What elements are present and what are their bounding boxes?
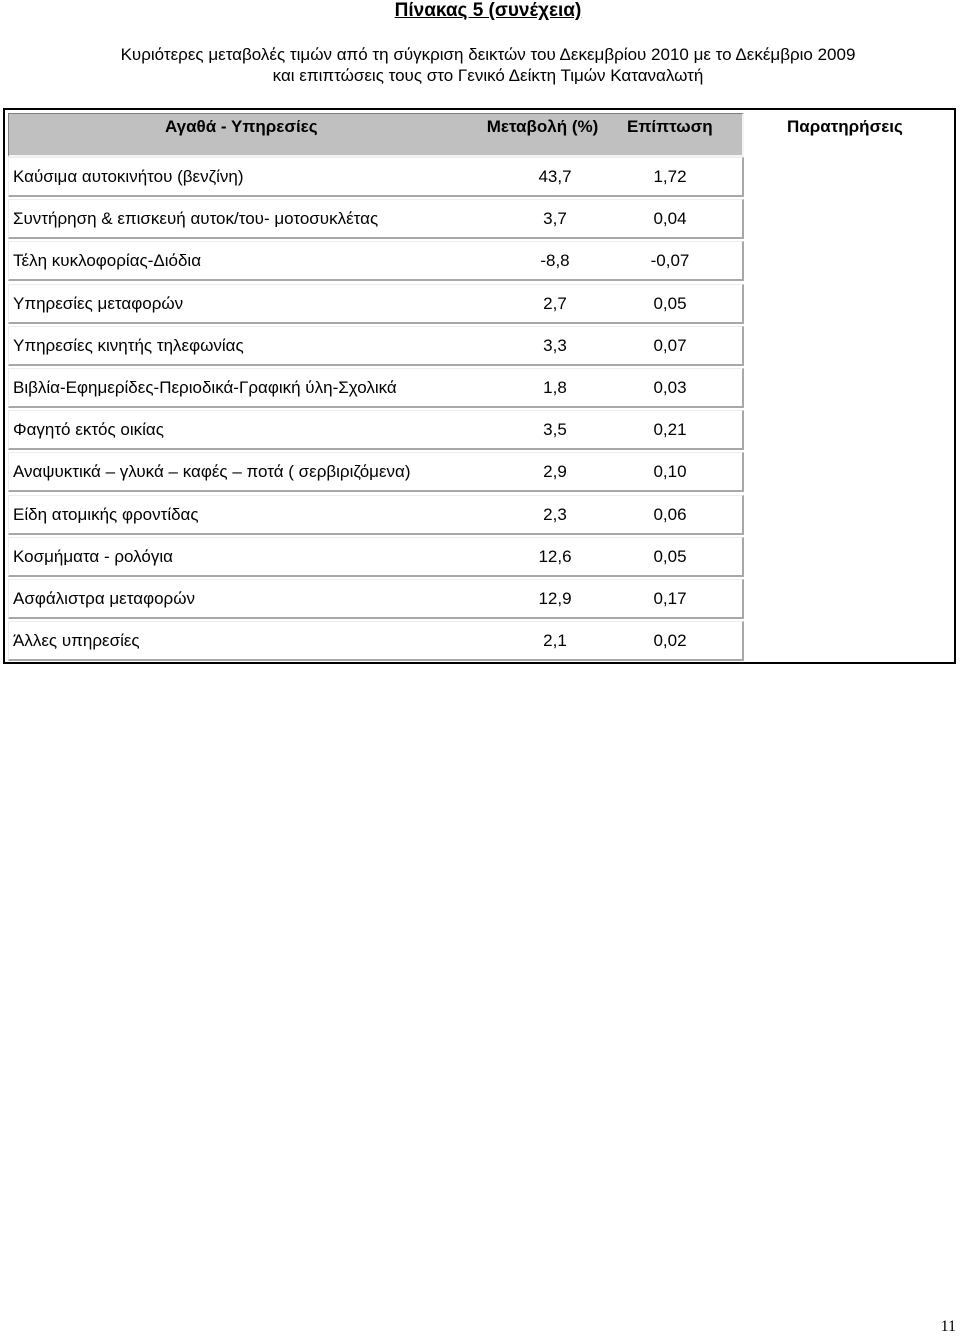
table-row bbox=[5, 368, 954, 410]
row-change-value: 1,8 bbox=[543, 378, 567, 397]
page-number: 11 bbox=[940, 1318, 956, 1335]
row-item-name: Καύσιμα αυτοκινήτου (βενζίνη) bbox=[13, 167, 244, 186]
table-row bbox=[5, 199, 954, 241]
row-impact-value: 0,05 bbox=[653, 293, 687, 313]
row-impact-value: 0,05 bbox=[653, 546, 687, 566]
row-item-name: Υπηρεσίες μεταφορών bbox=[13, 293, 184, 313]
page-title: Πίνακας 5 (συνέχεια) bbox=[394, 0, 582, 21]
row-item-name: Είδη ατομικής φροντίδας bbox=[13, 504, 199, 524]
table-subtitle bbox=[0, 44, 960, 86]
row-impact-value: 0,07 bbox=[653, 335, 687, 355]
row-impact-value: 0,21 bbox=[653, 420, 687, 440]
row-change-value: 2,7 bbox=[543, 293, 567, 313]
row-impact-value: 0,04 bbox=[653, 209, 687, 229]
row-change-value: 12,9 bbox=[538, 589, 572, 608]
table-row bbox=[5, 241, 954, 283]
table-row bbox=[5, 284, 954, 326]
table-row bbox=[5, 157, 954, 199]
table-row bbox=[5, 452, 954, 494]
row-change-value: 2,1 bbox=[543, 631, 567, 651]
subtitle-line-2: και επιπτώσεις τους στο Γενικό Δείκτη Τιμών Καταναλωτή bbox=[272, 66, 704, 85]
row-impact-value: 0,10 bbox=[653, 462, 687, 482]
table-row bbox=[5, 410, 954, 452]
row-impact-value: 0,06 bbox=[653, 504, 687, 524]
table-row bbox=[5, 621, 954, 663]
row-item-name: Άλλες υπηρεσίες bbox=[13, 631, 140, 651]
header-goods-services: Αγαθά - Υπηρεσίες bbox=[165, 117, 318, 136]
row-change-value: -8,8 bbox=[540, 251, 570, 271]
row-change-value: 43,7 bbox=[538, 167, 572, 186]
header-notes: Παρατηρήσεις bbox=[787, 117, 903, 136]
table-row bbox=[5, 326, 954, 368]
row-item-name: Φαγητό εκτός οικίας bbox=[13, 420, 164, 440]
row-impact-value: 1,72 bbox=[653, 167, 687, 186]
table-row bbox=[5, 579, 954, 621]
row-change-value: 2,9 bbox=[543, 462, 567, 482]
row-item-name: Αναψυκτικά – γλυκά – καφές – ποτά ( σερβιριζόμενα) bbox=[13, 462, 411, 482]
row-impact-value: -0,07 bbox=[650, 251, 690, 271]
price-changes-table bbox=[3, 108, 956, 664]
row-change-value: 2,3 bbox=[543, 504, 567, 524]
row-impact-value: 0,17 bbox=[653, 589, 687, 608]
subtitle-line-1: Κυριότερες μεταβολές τιμών από τη σύγκριση δεικτών του Δεκεμβρίου 2010 με το Δεκέμβριο 2009 bbox=[120, 45, 856, 64]
row-item-name: Ασφάλιστρα μεταφορών bbox=[13, 589, 195, 608]
row-change-value: 3,7 bbox=[543, 209, 567, 229]
row-change-value: 12,6 bbox=[538, 546, 572, 566]
table-row bbox=[5, 495, 954, 537]
row-item-name: Τέλη κυκλοφορίας-Διόδια bbox=[13, 251, 202, 271]
row-impact-value: 0,03 bbox=[653, 378, 687, 397]
header-impact: Επίπτωση bbox=[627, 117, 713, 136]
header-change-percent: Μεταβολή (%) bbox=[486, 117, 599, 136]
row-change-value: 3,3 bbox=[543, 335, 567, 355]
row-item-name: Βιβλία-Εφημερίδες-Περιοδικά-Γραφική ύλη-Σχολικά bbox=[13, 378, 397, 397]
row-change-value: 3,5 bbox=[543, 420, 567, 440]
row-item-name: Υπηρεσίες κινητής τηλεφωνίας bbox=[13, 335, 244, 355]
row-item-name: Συντήρηση & επισκευή αυτοκ/του- μοτοσυκλέτας bbox=[13, 209, 379, 229]
row-impact-value: 0,02 bbox=[653, 631, 687, 651]
row-item-name: Κοσμήματα - ρολόγια bbox=[13, 546, 173, 566]
table-row bbox=[5, 537, 954, 579]
